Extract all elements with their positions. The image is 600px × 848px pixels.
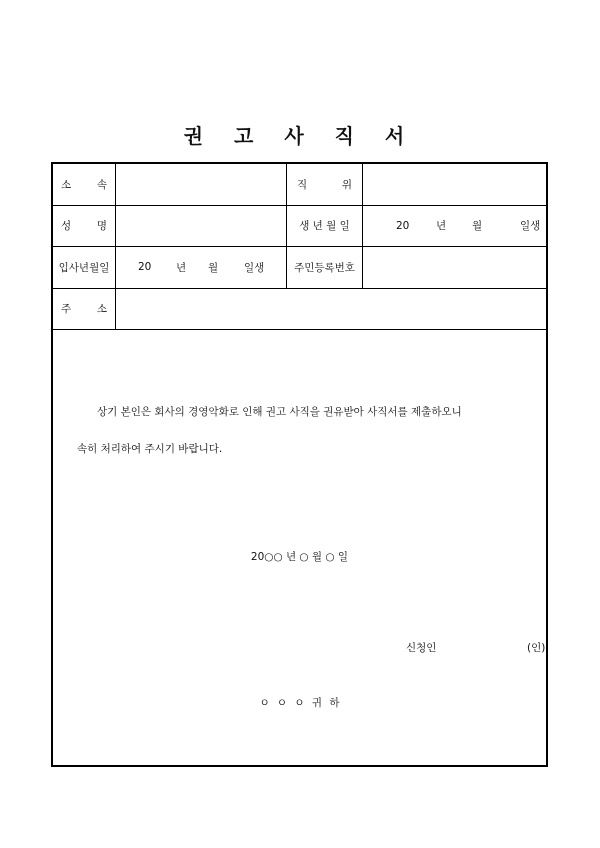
- hire-day-unit: 일생: [244, 261, 265, 274]
- position-label: 직 위: [297, 179, 352, 191]
- row-name: [53, 205, 546, 247]
- seal-mark: (인): [527, 642, 546, 654]
- birth-day-unit: 일생: [520, 220, 541, 232]
- body-line-1: 상기 본인은 회사의 경영악화로 인해 권고 사직을 권유받아 사직서를 제출하오니: [97, 406, 462, 418]
- hire-value[interactable]: [116, 246, 286, 288]
- application-date: 20○○ 년 ○ 월 ○ 일: [250, 551, 349, 563]
- name-label: 성 명: [61, 220, 107, 232]
- row-address: [53, 288, 546, 330]
- document-title: 권 고 사 직 서: [183, 124, 417, 148]
- body-line-2: 속히 처리하여 주시기 바랍니다.: [77, 443, 223, 455]
- recipient-line: ㅇ ㅇ ㅇ 귀 하: [259, 697, 340, 709]
- hire-year: 20: [138, 261, 152, 273]
- name-value[interactable]: [116, 205, 286, 246]
- row-hire: [53, 246, 546, 289]
- position-value[interactable]: [363, 164, 546, 205]
- birth-label: 생 년 월 일: [299, 220, 350, 232]
- affiliation-value[interactable]: [116, 164, 286, 205]
- applicant-label: 신청인: [406, 642, 437, 654]
- birth-year: 20: [396, 219, 410, 232]
- resident-number-label: 주민등록번호: [294, 261, 355, 274]
- resident-number-value[interactable]: [363, 246, 546, 288]
- row-affiliation: [53, 164, 546, 206]
- birth-year-unit: 년: [436, 220, 447, 232]
- address-label: 주 소: [61, 303, 107, 315]
- hire-label: 입사년월일: [58, 261, 110, 274]
- hire-year-unit: 년: [176, 261, 187, 274]
- affiliation-label: 소 속: [61, 179, 107, 191]
- resignation-form: [51, 162, 548, 767]
- address-value[interactable]: [116, 288, 546, 329]
- hire-month-unit: 월: [208, 261, 219, 274]
- birth-month-unit: 월: [472, 220, 483, 232]
- birth-value[interactable]: [363, 205, 546, 246]
